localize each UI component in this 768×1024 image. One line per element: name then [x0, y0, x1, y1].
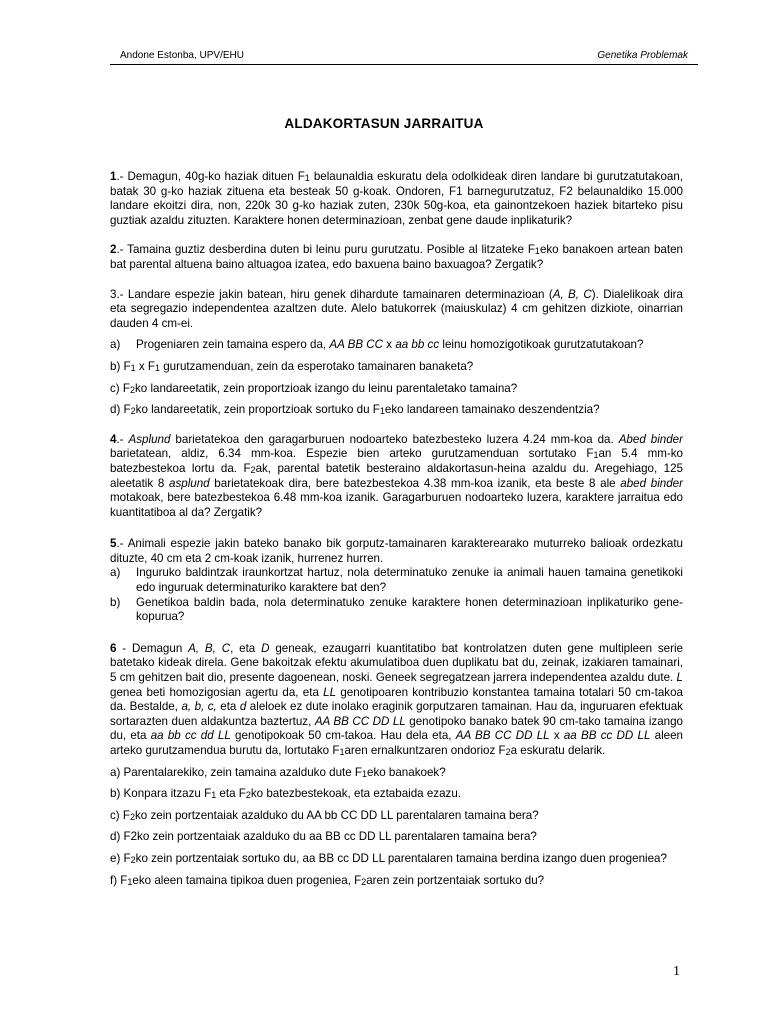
problem-6-g3: L: [676, 671, 683, 685]
problem-3-intro-a: 3.- Landare espezie jakin batean, hiru genek dihardute tamainaren determinazioan (: [110, 287, 553, 301]
problem-2-text-a: .- Tamaina guztiz desberdina duten bi leinu puru gurutzatu. Posible al litzateke F: [116, 243, 535, 257]
problem-6-t0: - Demagun: [116, 641, 189, 655]
header-course: Genetika Problemak: [597, 50, 688, 61]
problem-4-t2: barietatean, aldiz, 6.34 mm-koa. Espezie bien arteko gurutzamenduan sortutako F: [110, 447, 594, 461]
problem-1-text-b: belaunaldia eskuratu dela odolkideak diren landare bi gurutzatutakoan, batak 30 g-ko haziak zituena eta besteak 50 g-koak. Ondoren, F1 barnegurutzatuz, F2 belaunaldiko 15.000 landare ekoitzi dira, non, 220k 30 g-ko haziak zuten, 230k 50g-koa, eta gainontzekoen haziek bitarteko pisu guztiak azaldu zituzten. Karaktere honen determinazioan, zenbat gene daude inplikaturik?: [110, 170, 684, 227]
problem-1-text-a: .- Demagun, 40g-ko haziak dituen F: [116, 170, 305, 183]
problem-6-qf-sub-1: 1: [127, 876, 133, 887]
problem-6-qe-text-1: e) F: [110, 851, 131, 865]
page-header: [110, 50, 698, 65]
problem-5-intro-text: .- Animali espezie jakin bateko banako bik gorputz-tamainaren karakterearako muturreko balioak ordezkatu dituzte, 40 cm eta 2 cm-koak izanik, hurrenez hurren.: [110, 537, 683, 565]
problem-6-qc-text-1: c) F: [110, 808, 130, 822]
problem-1: [110, 170, 683, 228]
problem-4-t1: barietatekoa den garagarburuen nodoarteko batezbesteko luzera 4.24 mm-koa da.: [170, 432, 619, 446]
problem-3-qd-sub-2: 1: [379, 406, 385, 417]
problem-3-qb-text-2: x F: [135, 359, 155, 373]
problem-3-gene-names: A, B, C: [552, 287, 592, 301]
problem-4-variety-3: asplund: [169, 476, 210, 490]
problem-3-qd-text-1: d) F: [110, 403, 131, 417]
problem-3-qb-sub-2: 1: [154, 362, 160, 373]
problem-3-question-a: [110, 338, 683, 353]
problem-2-text-b: eko banakoen artean baten bat parental altuena baino altuagoa izatea, edo baxuena baino baxuagoa? Zergatik?: [110, 243, 683, 271]
problem-6-qa-text-2: eko banakoek?: [367, 765, 446, 779]
problem-6-t7: genotipoko banako batek 90 cm-tako tamaina izango du, eta: [110, 714, 683, 743]
problem-6-qc-text-2: ko zein portzentaiak azalduko du AA bb CC DD LL parentalaren tamaina bera?: [134, 808, 539, 822]
problem-3-question-b: [110, 360, 683, 375]
problem-5-question-a: [110, 566, 683, 595]
problem-6-question-e: [110, 852, 683, 867]
header-author: Andone Estonba, UPV/EHU: [120, 50, 244, 61]
problem-4-variety-2: Abed binder: [618, 432, 683, 446]
problem-3-qc-text-2: ko landareetatik, zein proportzioak izango du leinu parentaletako tamaina?: [134, 381, 518, 395]
problem-6-question-d: d) F2ko zein portzentaiak azalduko du aa BB cc DD LL parentalaren tamaina bera?: [110, 830, 537, 844]
problem-6-t1: , eta: [230, 641, 262, 655]
problem-4-sub-1: 1: [593, 450, 599, 461]
problem-4-t3: an 5.4 mm-ko batezbestekoa lortu da. F: [110, 447, 683, 475]
problem-5-qa-text: Inguruko baldintzak iraunkortzat hartuz, nola determinatuko zenuke ia animali hauen tamaina genetikoki edo inguruak determinaturiko karaktere bat den?: [136, 566, 683, 595]
problem-6-g4: LL: [323, 685, 337, 699]
problem-6-g10: aa BB cc DD LL: [563, 729, 651, 743]
problem-3-qa-key: a): [110, 338, 121, 352]
problem-3-question-c: [110, 382, 683, 397]
problem-6-qb-sub-2: 2: [245, 790, 251, 801]
problem-6-number: 6: [110, 641, 117, 655]
problem-4-t0: .-: [116, 432, 129, 446]
problem-6-t5: eta: [216, 700, 240, 714]
problem-3-qb-text-3: gurutzamenduan, zein da esperotako tamainaren banaketa?: [159, 359, 474, 373]
problem-6-t8: genotipokoak 50 cm-takoa. Hau dela eta,: [230, 729, 456, 743]
problem-5-number: 5: [110, 537, 117, 551]
problem-3-qd-text-2: ko landareetatik, zein proportzioak sortuko du F: [135, 403, 380, 417]
problem-6-t10: aleen arteko gurutzamendua burutu da, lortutako F: [110, 729, 683, 757]
problem-3-qb-sub-1: 1: [130, 362, 136, 373]
problem-6-qe-text-2: ko zein portzentaiak sortuko du, aa BB cc DD LL parentalaren tamaina berdina izango duen progeniea?: [135, 851, 667, 865]
problem-4-sub-2: 2: [250, 464, 256, 475]
problem-6-qc-sub: 2: [129, 811, 135, 822]
problem-5-question-b: [110, 596, 683, 625]
problem-6-g1: A, B, C: [188, 641, 231, 655]
problem-5-qb-key: b): [110, 595, 121, 609]
problem-4-t4: ak, parental batetik besteraino aldakortasun-heina azaldu du. Aregehiago, 125 aleetatik 8: [110, 461, 683, 490]
problem-6-t12: a eskuratu delarik.: [510, 744, 606, 757]
problem-3-qd-text-3: eko landareen tamainako deszendentzia?: [384, 403, 600, 417]
problem-6-sub-2: 2: [505, 747, 511, 757]
problem-6-qf-sub-2: 2: [361, 876, 367, 887]
problem-5-qa-key: a): [110, 566, 121, 580]
problems-body: [110, 170, 683, 888]
problem-6-t11: aren ernalkuntzaren ondorioz F: [344, 744, 506, 757]
problem-6-qa-text-1: a) Parentalarekiko, zein tamaina azalduko dute F: [110, 765, 362, 779]
problem-2: [110, 243, 683, 272]
problem-6-g8: aa bb cc dd LL: [150, 729, 231, 743]
problem-6-qf-text-2: eko aleen tamaina tipikoa duen progeniea, F: [132, 873, 362, 887]
problem-6-t2: geneak, ezaugarri kuantitatibo bat kontrolatzen duten gene multipleen serie batetako kideak direla. Gene bakoitzak efektu akumulatiboa duen duplikatu bat du, zeinak, izakiaren tamainari, 5 cm gehitzen bait dio, presente dagoenean, noski. Geneek segregatzean jarrera independentea azaldu dute.: [110, 641, 684, 685]
problem-6-t6: aleloek ez dute inolako eraginik gorputzaren tamainan. Hau da, inguruaren efektuak sortarazten duen aldakuntza baztertuz,: [110, 700, 683, 728]
problem-6-g9: AA BB CC DD LL: [455, 729, 550, 743]
problem-6-t3: genea beti homozigosian agertu da, eta: [110, 685, 324, 699]
page-number: 1: [673, 964, 680, 979]
problem-6-question-a: [110, 766, 683, 781]
problem-3-qa-text-1: Progeniaren zein tamaina espero da,: [136, 338, 330, 352]
problem-3-qd-sub-1: 2: [130, 406, 136, 417]
problem-6-sub-1: 1: [339, 747, 345, 757]
problem-6-qb-text-1: b) Konpara itzazu F: [110, 787, 212, 801]
problem-6-question-c: [110, 809, 683, 824]
problem-4: [110, 433, 683, 521]
problem-6-t9: x: [549, 729, 564, 743]
problem-3-intro: [110, 288, 683, 332]
problem-6-qb-text-3: ko batezbestekoak, eta eztabaida ezazu.: [250, 787, 461, 801]
problem-6-t4: genotipoaren kontribuzio konstantea tamaina totalari 50 cm-takoa da. Bestalde,: [110, 685, 683, 714]
problem-3-qa-text-2: leinu homozigotikoak gurutzatutakoan?: [439, 338, 644, 352]
problem-1-number: 1: [110, 170, 117, 183]
problem-6-g7: AA BB CC DD LL: [314, 714, 406, 728]
problem-1-sub: 1: [304, 173, 310, 183]
problem-3-qa-genotype-2: aa bb cc: [395, 338, 440, 352]
problem-4-number: 4: [110, 432, 117, 446]
problem-3-qc-text-1: c) F: [110, 381, 130, 395]
problem-6-g2: D: [261, 641, 270, 655]
problem-3-qc-sub: 2: [129, 384, 135, 395]
problem-6-qb-sub-1: 1: [211, 790, 217, 801]
problem-6-g6: d: [239, 700, 247, 714]
problem-6-question-b: [110, 787, 683, 802]
problem-3-qa-genotype-1: AA BB CC: [329, 338, 384, 352]
problem-4-t5: barietatekoak dira, bere batezbestekoa 4.38 mm-koa izanik, eta beste 8 ale: [209, 476, 621, 490]
problem-2-number: 2: [110, 243, 117, 257]
problem-4-variety-4: abed binder: [620, 476, 683, 490]
problem-6-qe-sub: 2: [130, 854, 136, 865]
page-title: ALDAKORTASUN JARRAITUA: [284, 116, 484, 131]
problem-2-sub: 1: [534, 246, 540, 257]
problem-3-qb-text-1: b) F: [110, 359, 131, 373]
problem-6-qa-sub: 1: [361, 768, 367, 779]
problem-4-t6: motakoak, bere batezbestekoa 6.48 mm-koa izanik. Garagarburuen nodoarteko luzera, karaktere jarraitua edo kuantitatiboa al da? Zergatik?: [110, 491, 683, 519]
problem-6-qf-text-1: f) F: [110, 873, 128, 887]
problem-5-intro: [110, 537, 683, 566]
problem-3-question-d: [110, 403, 683, 418]
problem-6-intro: [110, 642, 683, 759]
problem-3-intro-b: ). Dialelikoak dira eta segregazio independentea azaltzen dute. Alelo batukorrek (maiuskulaz) 4 cm gehitzen dizkiote, oinarrian dauden 4 cm-ei.: [110, 287, 683, 330]
problem-3-qa-cross: x: [383, 338, 396, 352]
problem-6-qf-text-3: aren zein portzentaiak sortuko du?: [366, 873, 545, 887]
problem-6-qb-text-2: eta F: [216, 787, 246, 801]
problem-6-g5: a, b, c,: [181, 700, 217, 714]
problem-5-qb-text: Genetikoa baldin bada, nola determinatuko zenuke karaktere honen determinazioan inplikaturiko gene-kopurua?: [136, 595, 683, 624]
problem-6-question-f: [110, 874, 683, 889]
problem-4-variety-1: Asplund: [128, 432, 171, 446]
